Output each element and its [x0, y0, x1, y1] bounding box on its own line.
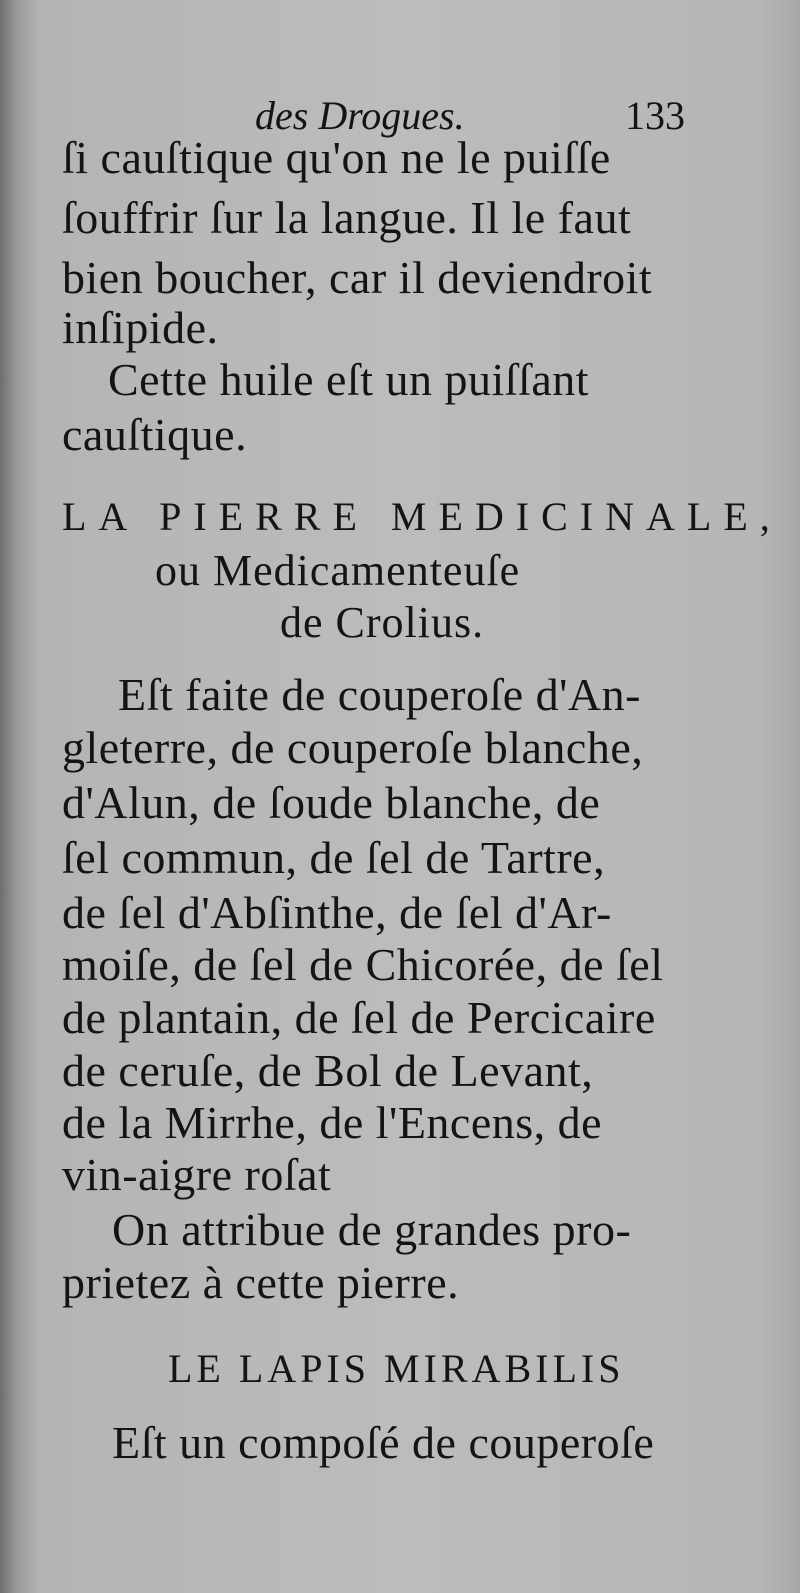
text-line: de ſel d'Abſinthe, de ſel d'Ar-	[62, 887, 612, 938]
page-number: 133	[625, 93, 685, 138]
text-line: inſipide.	[62, 302, 219, 353]
text-line: Cette huile eſt un puiſſant	[108, 354, 590, 405]
text-line: gleterre, de couperoſe blanche,	[62, 722, 644, 773]
section-subtitle: ou Medicamenteuſe	[155, 546, 521, 595]
running-title: des Drogues.	[255, 93, 465, 138]
text-line: de plantain, de ſel de Percicaire	[62, 992, 656, 1043]
text-line: Eſt faite de couperoſe d'An-	[118, 669, 641, 720]
text-line: vin-aigre roſat	[62, 1149, 332, 1200]
text-line: On attribue de grandes pro-	[112, 1204, 632, 1255]
text-line: ſi cauſtique qu'on ne le puiſſe	[62, 132, 611, 183]
section-subtitle: de Crolius.	[280, 598, 485, 647]
text-line: moiſe, de ſel de Chicorée, de ſel	[62, 939, 664, 990]
text-line: de la Mirrhe, de l'Encens, de	[62, 1097, 603, 1148]
text-line: prietez à cette pierre.	[62, 1257, 460, 1308]
text-line: d'Alun, de ſoude blanche, de	[62, 777, 601, 828]
section-title: LA PIERRE MEDICINALE,	[62, 494, 782, 539]
text-line: ſel commun, de ſel de Tartre,	[62, 832, 606, 883]
text-line: bien boucher, car il deviendroit	[62, 252, 653, 303]
text-line: Eſt un compoſé de couperoſe	[112, 1417, 655, 1468]
text-line: ſouffrir ſur la langue. Il le faut	[62, 192, 632, 243]
text-line: de ceruſe, de Bol de Levant,	[62, 1045, 594, 1096]
section-title: LE LAPIS MIRABILIS	[168, 1346, 625, 1391]
text-line: cauſtique.	[62, 409, 248, 460]
